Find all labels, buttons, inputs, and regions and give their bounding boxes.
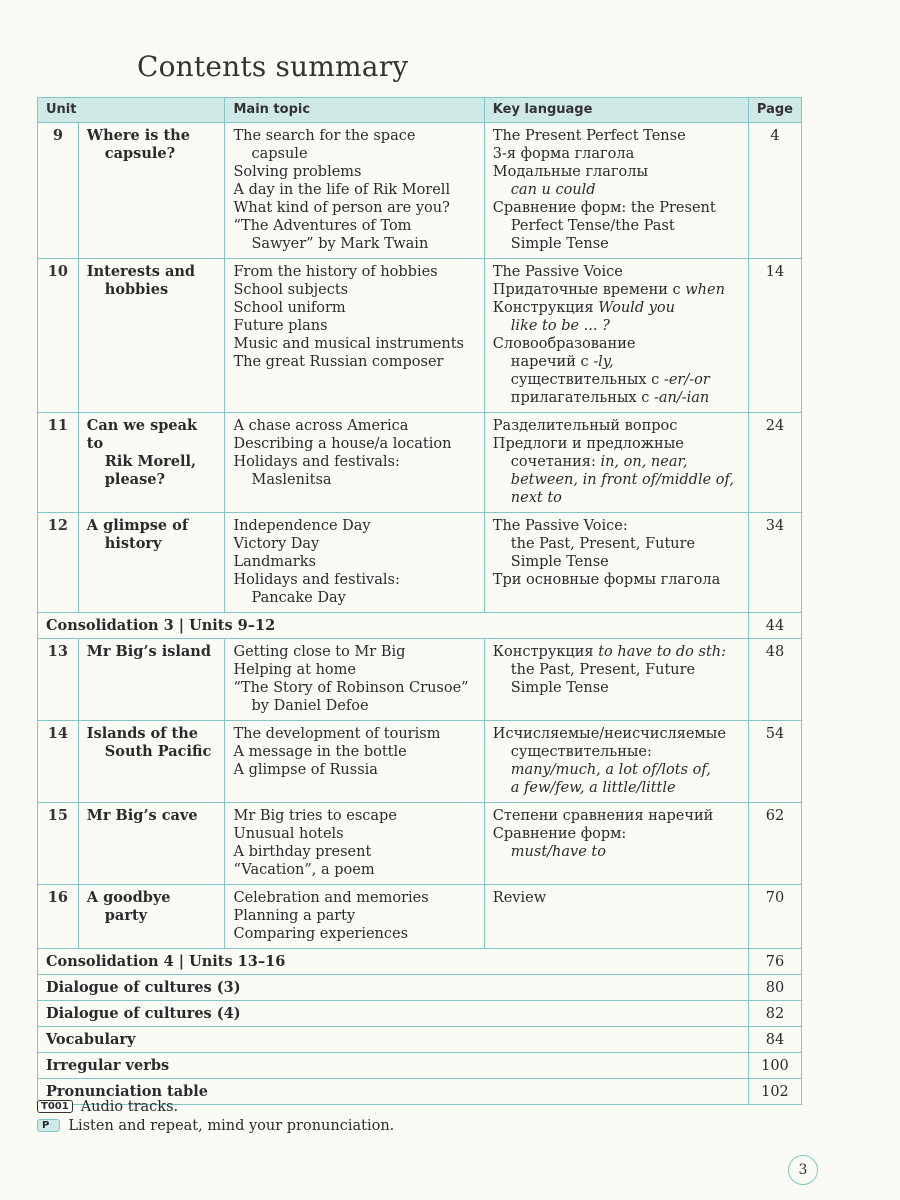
topic-line: Comparing experiences [233, 926, 409, 942]
key-language-line [493, 435, 740, 453]
key-language-line [493, 889, 740, 907]
key-language-segment: существительные: [510, 744, 652, 760]
audio-track-icon: T001 [37, 1100, 73, 1113]
header-main-topic: Main topic [225, 98, 484, 123]
topic-line: Celebration and memories [233, 890, 429, 906]
legend-audio-text: Audio tracks. [80, 1099, 179, 1115]
unit-title [78, 513, 225, 613]
key-language-segment: must/have to [510, 844, 606, 860]
key-language-line [493, 489, 740, 507]
key-language-line [493, 145, 740, 163]
key-language-line [493, 163, 740, 181]
section-label: Vocabulary [38, 1027, 749, 1053]
unit-title-line: South Pacific [104, 743, 212, 760]
key-language-line [493, 779, 740, 797]
topic-line: A message in the bottle [233, 744, 407, 760]
key-language-line [493, 199, 740, 217]
unit-number: 9 [38, 123, 79, 259]
key-language-segment: Simple Tense [510, 554, 609, 570]
unit-title [78, 259, 225, 413]
unit-title [78, 413, 225, 513]
key-language-segment: can и could [510, 182, 596, 198]
main-topic [225, 885, 484, 949]
key-language-line [493, 453, 740, 471]
key-language-segment: -ly, [593, 354, 614, 370]
unit-title-line: history [104, 535, 162, 552]
unit-number: 13 [38, 639, 79, 721]
key-language-segment: -an/-ian [653, 390, 710, 406]
key-language-segment: Review [492, 890, 547, 906]
key-language [484, 413, 748, 513]
unit-title-line: Rik Morell, [104, 453, 197, 470]
topic-line: School subjects [233, 282, 349, 298]
unit-title-line: Islands of the [86, 725, 198, 742]
topic-line: Planning a party [233, 908, 356, 924]
key-language-line [493, 679, 740, 697]
unit-title-line: please? [104, 471, 165, 488]
unit-number: 15 [38, 803, 79, 885]
key-language-line [493, 743, 740, 761]
unit-title-line: Mr Big’s cave [86, 807, 198, 824]
topic-line: “The Adventures of Tom [233, 218, 412, 234]
key-language-line [493, 725, 740, 743]
unit-number: 10 [38, 259, 79, 413]
key-language-segment: Конструкция [492, 644, 599, 660]
summary-row [38, 1027, 802, 1053]
header-key-language: Key language [484, 98, 748, 123]
topic-line: Landmarks [233, 554, 316, 570]
key-language-segment: The Passive Voice [492, 264, 623, 280]
topic-line: Holidays and festivals: [233, 572, 400, 588]
page-ref: 54 [748, 721, 801, 803]
page-ref: 24 [748, 413, 801, 513]
key-language-line [493, 353, 740, 371]
topic-line: The search for the space [233, 128, 416, 144]
key-language-segment: 3-я форма глагола [492, 146, 635, 162]
topic-line: Music and musical instruments [233, 336, 464, 352]
key-language [484, 721, 748, 803]
unit-title [78, 721, 225, 803]
topic-line: Victory Day [233, 536, 320, 552]
key-language-segment: существительных с [510, 372, 664, 388]
page-ref: 48 [748, 639, 801, 721]
page-ref: 34 [748, 513, 801, 613]
key-language-segment: наречий с [510, 354, 594, 370]
key-language-line [493, 235, 740, 253]
unit-title [78, 639, 225, 721]
unit-row [38, 803, 802, 885]
unit-number: 16 [38, 885, 79, 949]
topic-line: From the history of hobbies [233, 264, 438, 280]
unit-row [38, 513, 802, 613]
topic-line: Mr Big tries to escape [233, 808, 397, 824]
unit-row [38, 123, 802, 259]
unit-title-line: Where is the [86, 127, 190, 144]
pronunciation-icon: P [37, 1119, 60, 1132]
page-title: Contents summary [137, 50, 409, 83]
key-language-segment: like to be ... ? [510, 318, 610, 334]
key-language-segment: The Passive Voice: [492, 518, 628, 534]
table-header-row [38, 98, 802, 123]
key-language-segment: Придаточные времени с [492, 282, 686, 298]
unit-row [38, 639, 802, 721]
key-language-segment: many/much, a lot of/lots of, [510, 762, 711, 778]
summary-row [38, 613, 802, 639]
key-language-line [493, 389, 740, 407]
page-ref: 82 [748, 1001, 801, 1027]
topic-line: A birthday present [233, 844, 372, 860]
key-language-line [493, 661, 740, 679]
unit-title [78, 885, 225, 949]
section-label: Dialogue of cultures (4) [38, 1001, 749, 1027]
topic-line: “Vacation”, a poem [233, 862, 375, 878]
topic-line: Helping at home [233, 662, 356, 678]
main-topic [225, 513, 484, 613]
topic-line: A day in the life of Rik Morell [233, 182, 451, 198]
key-language-segment: прилагательных с [510, 390, 654, 406]
topic-line: School uniform [233, 300, 346, 316]
key-language-segment: Разделительный вопрос [492, 418, 678, 434]
key-language-segment: Словообразование [492, 336, 636, 352]
key-language [484, 885, 748, 949]
main-topic [225, 639, 484, 721]
page-ref: 80 [748, 975, 801, 1001]
key-language-line [493, 825, 740, 843]
topic-line: “The Story of Robinson Crusoe” [233, 680, 469, 696]
topic-line: Getting close to Mr Big [233, 644, 406, 660]
main-topic [225, 123, 484, 259]
unit-row [38, 413, 802, 513]
unit-number: 12 [38, 513, 79, 613]
summary-row [38, 975, 802, 1001]
topic-line: A chase across America [233, 418, 409, 434]
key-language-line [493, 471, 740, 489]
topic-line: Pancake Day [251, 590, 346, 606]
unit-title-line: A glimpse of [86, 517, 189, 534]
key-language-segment: to have to do sth: [598, 644, 726, 660]
unit-title [78, 123, 225, 259]
key-language-line [493, 371, 740, 389]
page-ref: 70 [748, 885, 801, 949]
key-language-segment: Сравнение форм: the Present [492, 200, 716, 216]
key-language [484, 513, 748, 613]
page-ref: 62 [748, 803, 801, 885]
key-language-segment: The Present Perfect Tense [492, 128, 686, 144]
key-language-segment: Would you [598, 300, 675, 316]
key-language-line [493, 281, 740, 299]
summary-row [38, 949, 802, 975]
key-language-line [493, 553, 740, 571]
key-language-line [493, 127, 740, 145]
topic-line: Holidays and festivals: [233, 454, 400, 470]
unit-title-line: A goodbye [86, 889, 171, 906]
section-label: Consolidation 4 | Units 13–16 [38, 949, 749, 975]
key-language-segment: Предлоги и предложные [492, 436, 684, 452]
key-language-segment: next to [510, 490, 562, 506]
page-ref: 84 [748, 1027, 801, 1053]
main-topic [225, 259, 484, 413]
unit-row [38, 259, 802, 413]
topic-line: The great Russian composer [233, 354, 444, 370]
section-label: Pronunciation table [38, 1079, 749, 1105]
key-language-segment: the Past, Present, Future [510, 662, 696, 678]
key-language [484, 123, 748, 259]
key-language-line [493, 571, 740, 589]
topic-line: Solving problems [233, 164, 362, 180]
unit-number: 14 [38, 721, 79, 803]
key-language-line [493, 263, 740, 281]
key-language-segment: Perfect Tense/the Past [510, 218, 675, 234]
topic-line: The development of tourism [233, 726, 441, 742]
key-language-line [493, 761, 740, 779]
key-language-line [493, 843, 740, 861]
key-language-line [493, 217, 740, 235]
contents-table [37, 97, 802, 1105]
topic-line: A glimpse of Russia [233, 762, 378, 778]
key-language-segment: Исчисляемые/неисчисляемые [492, 726, 726, 742]
legend-pronunciation [37, 1118, 394, 1134]
section-label: Irregular verbs [38, 1053, 749, 1079]
key-language-line [493, 181, 740, 199]
key-language-segment: Степени сравнения наречий [492, 808, 714, 824]
key-language-segment: between, in front of/middle of, [510, 472, 734, 488]
key-language-segment: Simple Tense [510, 236, 609, 252]
key-language-segment: Конструкция [492, 300, 599, 316]
unit-number: 11 [38, 413, 79, 513]
legend-audio [37, 1099, 178, 1115]
key-language [484, 259, 748, 413]
main-topic [225, 721, 484, 803]
page-number: 3 [788, 1155, 818, 1185]
key-language-line [493, 517, 740, 535]
unit-row [38, 721, 802, 803]
key-language-segment: in, on, near, [600, 454, 688, 470]
page-ref: 44 [748, 613, 801, 639]
key-language-line [493, 335, 740, 353]
key-language [484, 639, 748, 721]
key-language-line [493, 643, 740, 661]
topic-line: Sawyer” by Mark Twain [251, 236, 429, 252]
key-language [484, 803, 748, 885]
key-language-line [493, 807, 740, 825]
page-ref: 76 [748, 949, 801, 975]
table-body [38, 123, 802, 1105]
page-ref: 4 [748, 123, 801, 259]
main-topic [225, 413, 484, 513]
unit-title-line: Can we speak to [86, 417, 198, 452]
topic-line: Independence Day [233, 518, 371, 534]
header-unit: Unit [38, 98, 225, 123]
summary-row [38, 1053, 802, 1079]
section-label: Consolidation 3 | Units 9–12 [38, 613, 749, 639]
key-language-segment: -er/-or [663, 372, 710, 388]
page-ref: 14 [748, 259, 801, 413]
unit-title-line: capsule? [104, 145, 176, 162]
topic-line: Maslenitsa [251, 472, 332, 488]
page-ref: 102 [748, 1079, 801, 1105]
key-language-line [493, 317, 740, 335]
unit-title [78, 803, 225, 885]
key-language-line [493, 417, 740, 435]
unit-title-line: Mr Big’s island [86, 643, 211, 660]
key-language-segment: Сравнение форм: [492, 826, 627, 842]
key-language-line [493, 535, 740, 553]
unit-title-line: Interests and [86, 263, 196, 280]
key-language-segment: a few/few, a little/little [510, 780, 676, 796]
topic-line: capsule [251, 146, 308, 162]
topic-line: Describing a house/a location [233, 436, 452, 452]
key-language-segment: сочетания: [510, 454, 601, 470]
legend-pronunciation-text: Listen and repeat, mind your pronunciation. [68, 1118, 395, 1134]
unit-row [38, 885, 802, 949]
topic-line: Unusual hotels [233, 826, 344, 842]
key-language-segment: Три основные формы глагола [492, 572, 721, 588]
unit-title-line: hobbies [104, 281, 169, 298]
summary-row [38, 1001, 802, 1027]
main-topic [225, 803, 484, 885]
key-language-segment: when [685, 282, 725, 298]
page-ref: 100 [748, 1053, 801, 1079]
topic-line: What kind of person are you? [233, 200, 450, 216]
topic-line: Future plans [233, 318, 328, 334]
topic-line: by Daniel Defoe [251, 698, 369, 714]
unit-title-line: party [104, 907, 148, 924]
key-language-segment: Модальные глаголы [492, 164, 648, 180]
key-language-segment: the Past, Present, Future [510, 536, 696, 552]
key-language-line [493, 299, 740, 317]
key-language-segment: Simple Tense [510, 680, 609, 696]
section-label: Dialogue of cultures (3) [38, 975, 749, 1001]
header-page: Page [748, 98, 801, 123]
